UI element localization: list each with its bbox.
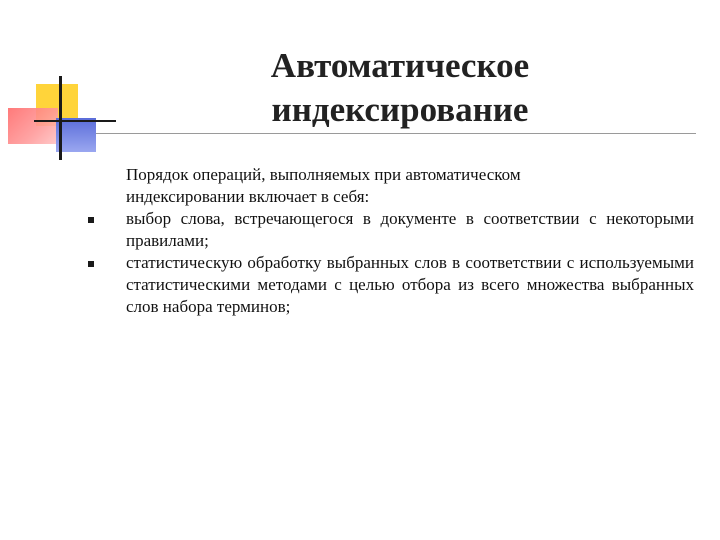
square-bullet-icon [88,217,94,223]
logo-blue-square [56,118,96,152]
square-bullet-icon [88,261,94,267]
intro-line-2: индексировании включает в себя: [126,187,370,206]
intro-line-1: Порядок операций, выполняемых при автоматическом [126,165,521,184]
title-divider [96,133,696,134]
bullet-item [126,208,694,252]
logo-horizontal-line [34,120,116,122]
title-line-2: индексирование [271,90,529,129]
logo-red-square [8,108,58,144]
bullet-text: статистическую обработку выбранных слов в соответствии с используемыми статистическими методами с целью отбора из всего множества выбранных слов набора терминов; [126,253,694,316]
slide-body [126,164,694,318]
bullet-list [126,208,694,318]
bullet-item [126,252,694,318]
slide-title [200,44,600,132]
bullet-text: выбор слова, встречающегося в документе в соответствии с некоторыми правилами; [126,209,694,250]
logo-vertical-line [59,76,62,160]
title-line-1: Автоматическое [270,46,530,85]
intro-text [126,164,694,208]
